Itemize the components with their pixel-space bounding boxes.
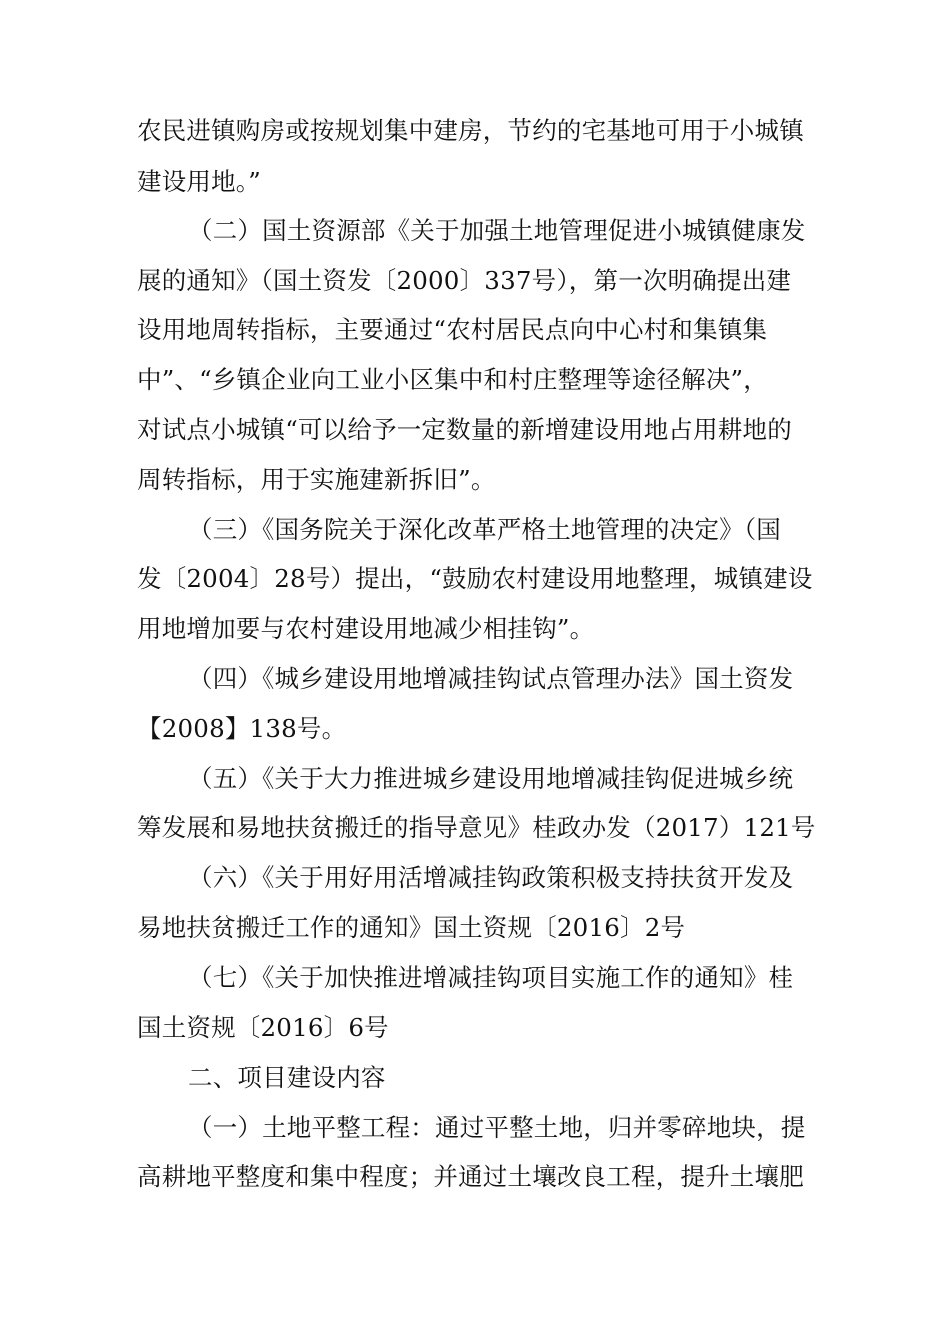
paragraph-line: 周转指标，用于实施建新拆旧”。 [137,465,496,494]
paragraph-line: （五）《关于大力推进城乡建设用地增减挂钩促进城乡统 [188,764,794,793]
paragraph-line: （六）《关于用好用活增减挂钩政策积极支持扶贫开发及 [188,863,794,892]
paragraph-line: 中”、“乡镇企业向工业小区集中和村庄整理等途径解决”， [137,365,768,394]
paragraph-line: 高耕地平整度和集中程度；并通过土壤改良工程，提升土壤肥 [137,1162,804,1191]
paragraph-line: （四）《城乡建设用地增减挂钩试点管理办法》国土资发 [188,664,794,693]
paragraph-line: 筹发展和易地扶贫搬迁的指导意见》桂政办发（2017）121号 [137,813,816,842]
paragraph-line: 用地增加要与农村建设用地减少相挂钩”。 [137,614,595,643]
paragraph-line: （三）《国务院关于深化改革严格土地管理的决定》（国 [188,515,781,544]
paragraph-line: 展的通知》（国土资发〔2000〕337号），第一次明确提出建 [137,266,792,295]
paragraph-line: 设用地周转指标，主要通过“农村居民点向中心村和集镇集 [137,315,768,344]
paragraph-line: （二）国土资源部《关于加强土地管理促进小城镇健康发 [188,216,806,245]
section-heading: 二、项目建设内容 [188,1063,386,1092]
paragraph-line: 对试点小城镇“可以给予一定数量的新增建设用地占用耕地的 [137,415,792,444]
paragraph-line: 易地扶贫搬迁工作的通知》国土资规〔2016〕2号 [137,913,686,942]
paragraph-line: 农民进镇购房或按规划集中建房，节约的宅基地可用于小城镇 [137,116,804,145]
paragraph-line: 【2008】138号。 [137,714,347,743]
paragraph-line: 国土资规〔2016〕6号 [137,1013,389,1042]
paragraph-line: （七）《关于加快推进增减挂钩项目实施工作的通知》桂 [188,963,794,992]
paragraph-line: 建设用地。” [137,167,261,196]
paragraph-line: （一）土地平整工程：通过平整土地，归并零碎地块，提 [188,1113,806,1142]
paragraph-line: 发〔2004〕28号）提出，“鼓励农村建设用地整理，城镇建设 [137,564,813,593]
